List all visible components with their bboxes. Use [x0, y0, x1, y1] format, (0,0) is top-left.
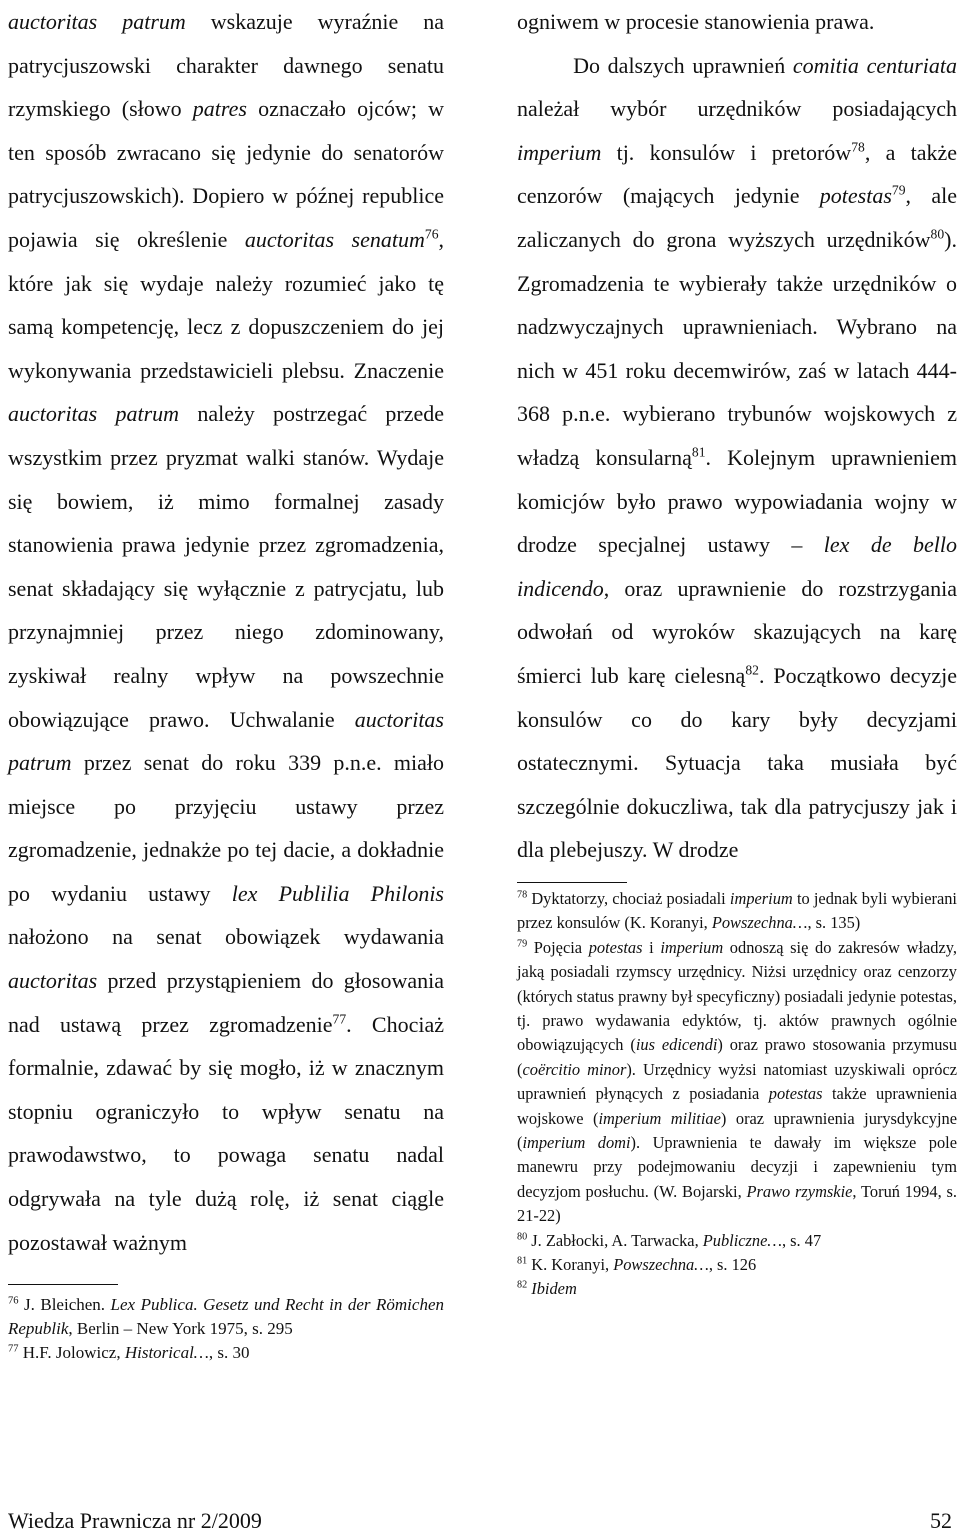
footnote-reference: 81 [691, 444, 706, 460]
footnote-number: 76 [8, 1295, 19, 1307]
footnote-79 [517, 936, 957, 1229]
left-footnote-rule [8, 1284, 118, 1285]
footnote-italic: coërcitio minor [522, 1059, 627, 1079]
footnote-italic: Ibidem [531, 1279, 577, 1299]
left-body-text [8, 0, 444, 1264]
footnote-italic: ius edicendi [635, 1035, 718, 1055]
page-number: 52 [930, 1508, 952, 1533]
right-footnotes [517, 887, 957, 1302]
footnote-text: J. Bleichen. [18, 1295, 111, 1315]
footnote-reference: 76 [424, 226, 439, 242]
italic-term: potestas [819, 183, 892, 209]
footnote-italic: imperium [660, 937, 724, 957]
footnote-text: ) oraz prawo stosowania przymusu ( [517, 1035, 957, 1079]
right-body-text [517, 0, 957, 872]
footnote-text: , s. 135) [807, 913, 861, 933]
footnote-reference: 80 [930, 226, 945, 242]
text-run: . Początkowo decyzje konsulów co do kary były decyzjami ostatecznymi. Sytuacja taka musiała być szczególnie dokuczliwa, tak dla patrycjuszy jak i dla plebejuszy. W drodze [517, 662, 957, 863]
footnote-reference: 78 [851, 139, 865, 155]
right-footnote-rule [517, 882, 627, 883]
italic-term: auctoritas patrum [8, 706, 444, 776]
italic-term: auctoritas [8, 968, 98, 994]
italic-term: lex Publilia Philonis [231, 880, 444, 906]
footnote-text: , s. 126 [708, 1254, 757, 1274]
text-run: przez senat do roku 339 p.n.e. miało miejsce po przyjęciu ustawy przez zgromadzenie, jednakże po tej dacie, a dokładnie po wydaniu ustawy [8, 750, 444, 906]
footnote-text: i [642, 937, 661, 957]
footnote-italic: Prawo rzymskie [746, 1181, 853, 1201]
text-run: przed przystąpieniem do głosowania nad ustawą przez zgromadzenie [8, 968, 444, 1037]
text-run: należał wybór urzędników posiadających [517, 96, 957, 122]
footnote-reference: 77 [332, 1011, 347, 1027]
footnote-text: H.F. Jolowicz, [18, 1343, 125, 1363]
footnote-italic: imperium domi [522, 1132, 631, 1152]
left-column [8, 0, 444, 1365]
text-run: . Chociaż formalnie, zdawać by się mogło, iż w znacznym stopniu ograniczyło to wpływ senatu na prawodawstwo, to powaga senatu nadal odgrywała na tyle dużą rolę, iż senat ciągle pozostawał ważnym [8, 1011, 444, 1255]
paragraph [517, 44, 957, 872]
footnote-76 [8, 1293, 444, 1341]
footnote-italic: imperium [729, 888, 793, 908]
text-run: . Kolejnym uprawnieniem komicjów było prawo wypowiadania wojny w drodze specjalnej ustawy – [517, 444, 958, 558]
text-run: ogniwem w procesie stanowienia prawa. [517, 9, 875, 34]
italic-term: auctoritas patrum [8, 9, 186, 34]
footnote-text: , s. 47 [781, 1230, 822, 1250]
footnote-text: Dyktatorzy, chociaż posiadali [527, 888, 730, 908]
footnote-78 [517, 887, 957, 936]
footnote-italic: imperium militiae [598, 1108, 721, 1128]
footnote-77 [8, 1341, 444, 1365]
footnote-italic: Historical… [124, 1343, 209, 1363]
text-run: oznaczało ojców; w ten sposób zwracano się jedynie do senatorów patrycjuszowskich). Dopiero w późnej republice pojawia się określenie [8, 96, 445, 252]
footnote-text: ). Urzędnicy wyżsi natomiast uzyskiwali oprócz uprawnień płynących z posiadania [517, 1059, 958, 1104]
journal-title: Wiedza Prawnicza nr 2/2009 [8, 1508, 262, 1533]
footnote-number: 82 [517, 1279, 528, 1291]
footnote-text: Pojęcia [527, 937, 589, 957]
page-footer [8, 1505, 952, 1537]
right-column [517, 0, 957, 1302]
footnote-80 [517, 1229, 957, 1253]
footnote-text: ). Uprawnienia te dawały im większe pole manewru przy podejmowaniu decyzji i zapewnieniu tym decyzjom posłuchu. (W. Bojarski, [517, 1132, 957, 1201]
footnote-italic: potestas [768, 1084, 823, 1104]
italic-term: imperium [517, 139, 602, 165]
text-run: Do dalszych uprawnień [573, 52, 793, 78]
footnote-text: to jednak byli wybierani przez konsulów (K. Koranyi, [517, 888, 957, 933]
footnote-number: 78 [517, 889, 528, 901]
footnote-reference: 82 [745, 662, 759, 678]
italic-term: auctoritas patrum [8, 401, 180, 427]
text-run: , oraz uprawnienie do rozstrzygania odwołań od wyroków skazujących na karę śmierci lub karę cielesną [517, 575, 957, 688]
text-run: nałożono na senat obowiązek wydawania [8, 924, 444, 950]
footnote-italic: Powszechna… [711, 913, 808, 933]
footnote-text: także uprawnienia wojskowe ( [517, 1084, 958, 1128]
footnote-italic: potestas [588, 937, 643, 957]
footnote-81 [517, 1253, 957, 1277]
italic-term: auctoritas senatum [244, 226, 425, 252]
footnote-text: ) oraz uprawnienia jurysdykcyjne ( [517, 1108, 957, 1152]
text-run: ). Zgromadzenia te wybierały także urzędników o nadzwyczajnych uprawnieniach. Wybrano na nich w 451 roku decemwirów, zaś w latach 444-368 p.n.e. wybierano trybunów wojskowych z władzą konsularną [517, 226, 957, 470]
italic-term: comitia centuriata [792, 52, 957, 78]
footnote-text: , Toruń 1994, s. 21-22) [517, 1181, 957, 1226]
text-run: wskazuje wyraźnie na patrycjuszowski charakter dawnego senatu rzymskiego (słowo [8, 9, 444, 122]
footnote-number: 77 [8, 1343, 19, 1355]
footnote-italic: Lex Publica. Gesetz und Recht in der Römichen Republik [8, 1295, 444, 1339]
text-run: tj. konsulów i pretorów [601, 139, 852, 165]
footnote-text: odnoszą się do zakresów władzy, jaką posiadali rzymscy urzędnicy. Niżsi urzędnicy oraz cenzorzy (których status prawny był specyficzny) posiadali jedynie potestas, tj. prawo wydawania edyktów, tj. aktów prawnych ogólnie obowiązujących ( [517, 937, 957, 1055]
text-run: , ale zaliczanych do grona wyższych urzędników [517, 183, 957, 252]
footnote-82 [517, 1277, 957, 1301]
footnote-reference: 79 [891, 183, 906, 199]
footnote-italic: Powszechna… [613, 1254, 709, 1274]
italic-term: lex de bello indicendo [517, 532, 957, 601]
italic-term: patres [192, 96, 247, 122]
footnote-text: K. Koranyi, [527, 1254, 614, 1274]
footnote-number: 80 [517, 1231, 528, 1243]
left-footnotes [8, 1293, 444, 1365]
footnote-text: J. Zabłocki, A. Tarwacka, [527, 1230, 703, 1250]
text-run: należy postrzegać przede wszystkim przez pryzmat walki stanów. Wydaje się bowiem, iż mimo formalnej zasady stanowienia prawa jedynie przez zgromadzenia, senat składający się wyłącznie z patrycjatu, lub przynajmniej przez niego zdominowany, zyskiwał realny wpływ na powszechnie obowiązujące prawo. Uchwalanie [8, 401, 444, 732]
footnote-text: , s. 30 [208, 1343, 250, 1363]
footnote-italic: Publiczne… [702, 1230, 782, 1250]
text-run: , które jak się wydaje należy rozumieć jako tę samą kompetencję, lecz z dopuszczeniem do jej wykonywania przedstawicieli plebsu. Znaczenie [8, 226, 444, 383]
text-run: , a także cenzorów (mających jedynie [517, 139, 957, 209]
footnote-text: , Berlin – New York 1975, s. 295 [68, 1319, 293, 1339]
footnote-number: 81 [517, 1255, 528, 1267]
footnote-number: 79 [517, 938, 528, 950]
